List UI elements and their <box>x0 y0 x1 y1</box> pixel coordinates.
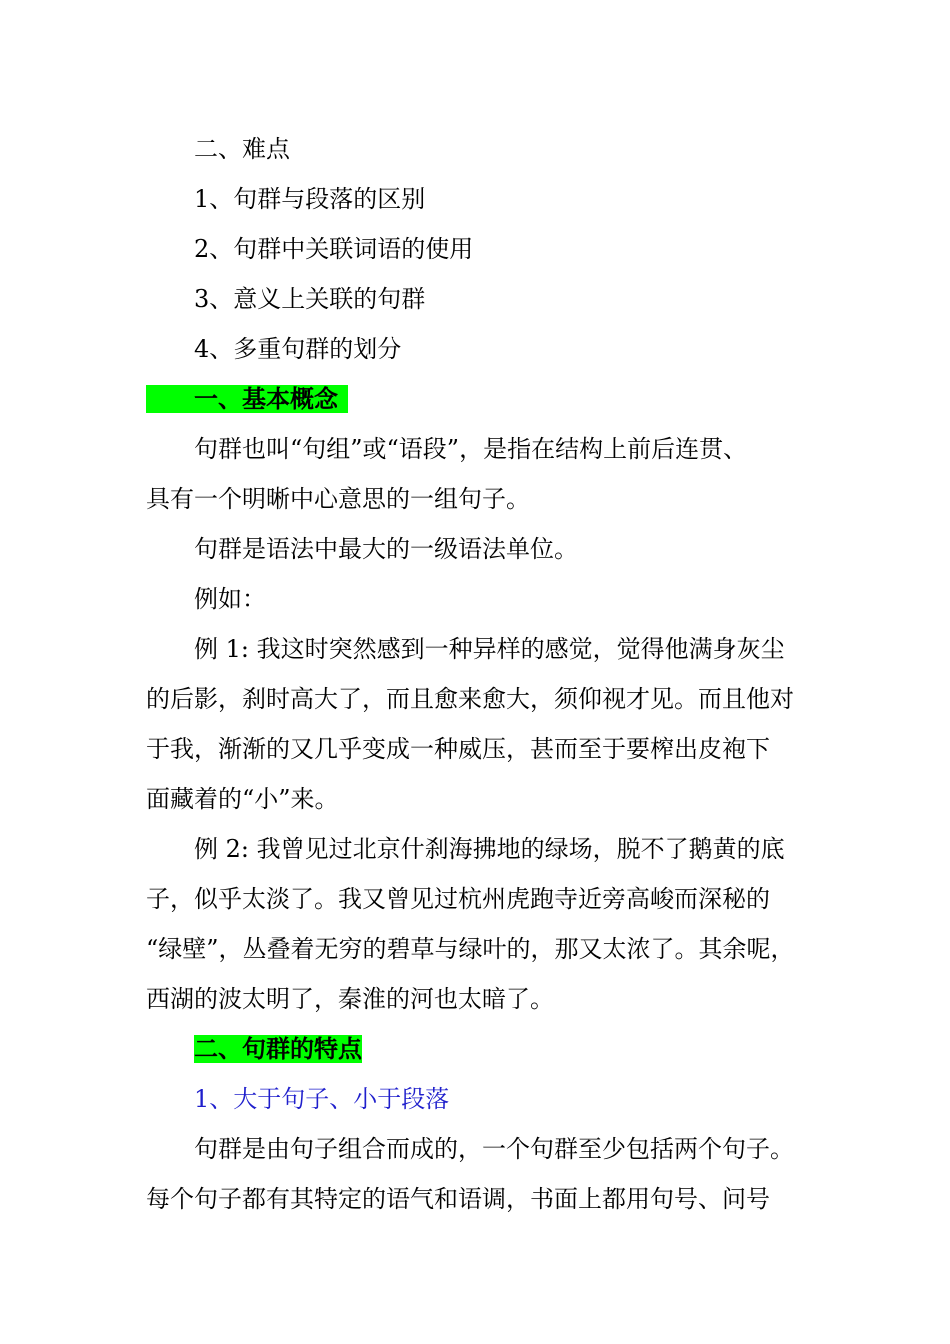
section2-para-line1: 句群是由句子组合而成的，一个句群至少包括两个句子。 <box>194 1135 794 1163</box>
example2-line4: 西湖的波太明了，秦淮的河也太暗了。 <box>146 985 554 1013</box>
section2-subheading: 1、大于句子、小于段落 <box>194 1085 450 1113</box>
section2-para-line2: 每个句子都有其特定的语气和语调，书面上都用句号、问号 <box>146 1185 770 1213</box>
difficulty-item: 3、意义上关联的句群 <box>194 285 426 313</box>
section1-heading-row <box>146 374 826 424</box>
example2-line3: “绿壁”，丛叠着无穷的碧草与绿叶的，那又太浓了。其余呢， <box>146 935 795 963</box>
section1-para2: 句群是语法中最大的一级语法单位。 <box>194 535 578 563</box>
section1-example-intro: 例如： <box>194 585 266 613</box>
difficulty-item: 2、句群中关联词语的使用 <box>194 235 474 263</box>
difficulties-heading: 二、难点 <box>194 135 290 163</box>
section1-heading: 一、基本概念 <box>146 385 348 413</box>
difficulty-item: 4、多重句群的划分 <box>194 335 402 363</box>
document-page <box>146 124 826 1224</box>
section2-heading-row <box>146 1024 826 1074</box>
section1-para1-line1: 句群也叫“句组”或“语段”，是指在结构上前后连贯、 <box>194 435 748 463</box>
example1-line4: 面藏着的“小”来。 <box>146 785 339 813</box>
example1-line3: 于我，渐渐的又几乎变成一种威压，甚而至于要榨出皮袍下 <box>146 735 770 763</box>
example2-line2: 子，似乎太淡了。我又曾见过杭州虎跑寺近旁高峻而深秘的 <box>146 885 770 913</box>
difficulty-item: 1、句群与段落的区别 <box>194 185 426 213</box>
section1-para1-line2: 具有一个明晰中心意思的一组句子。 <box>146 485 530 513</box>
example1-line1: 例 1: 我这时突然感到一种异样的感觉，觉得他满身灰尘 <box>194 635 785 663</box>
example1-line2: 的后影，刹时高大了，而且愈来愈大，须仰视才见。而且他对 <box>146 685 794 713</box>
example2-line1: 例 2: 我曾见过北京什刹海拂地的绿场，脱不了鹅黄的底 <box>194 835 785 863</box>
section2-heading: 二、句群的特点 <box>194 1034 362 1063</box>
